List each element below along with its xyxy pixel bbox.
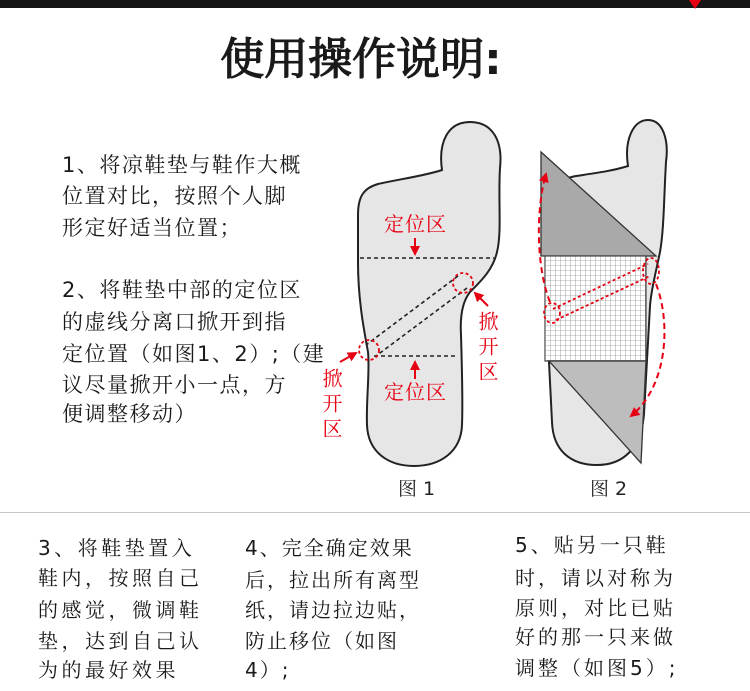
page-title: 使用操作说明:	[220, 34, 502, 85]
step-3-line: 3、将鞋垫置入	[38, 536, 196, 560]
figure-1-caption: 图 1	[398, 478, 436, 500]
insole-outline	[358, 122, 500, 466]
intro-step-2-line: 议尽量掀开小一点，方	[62, 373, 287, 397]
mesh-area	[545, 256, 646, 361]
figure-1-positioning-label-bottom: 定位区	[384, 380, 447, 404]
red-marker-triangle	[689, 0, 701, 9]
step-4-line: 后，拉出所有离型	[245, 568, 421, 592]
step-5-line: 5、贴另一只鞋	[515, 533, 669, 557]
figure-1-positioning-label-top: 定位区	[384, 212, 447, 236]
figure-1-lift-label-right: 掀开区	[475, 311, 499, 386]
intro-step-1-line: 1、将凉鞋垫与鞋作大概	[62, 153, 302, 177]
step-3-line: 为的最好效果	[38, 658, 179, 682]
arrow-right-lift-icon	[475, 293, 488, 306]
intro-step-2-line: 的虚线分离口掀开到指	[62, 310, 287, 334]
step-3-line: 的感觉，微调鞋	[38, 598, 203, 622]
step-5-line: 调整（如图5）;	[515, 656, 679, 680]
intro-step-2-line: 便调整移动）	[62, 402, 197, 426]
step-4-line: 纸，请边拉边贴，	[245, 598, 421, 622]
section-divider	[0, 512, 750, 513]
arrow-left-lift-icon	[340, 353, 356, 362]
step-5-line: 好的那一只来做	[515, 625, 676, 649]
figure-1-lift-label-left: 掀开区	[319, 368, 343, 443]
figure-2-diagram	[525, 110, 690, 480]
step-4-line: 防止移位（如图	[245, 629, 399, 653]
step-3-line: 鞋内，按照自己	[38, 566, 203, 590]
step-4-line: 4）;	[245, 658, 291, 682]
step-3-line: 垫，达到自己认	[38, 629, 203, 653]
step-5-line: 原则，对比已贴	[515, 596, 676, 620]
figure-2-caption: 图 2	[590, 478, 628, 500]
top-corner-marker	[686, 0, 704, 10]
intro-step-1-line: 位置对比，按照个人脚	[62, 184, 287, 208]
intro-step-2-line: 2、将鞋垫中部的定位区	[62, 278, 302, 302]
intro-step-1-line: 形定好适当位置；	[62, 216, 242, 240]
intro-step-2-line: 定位置（如图1、2）;（建	[62, 342, 326, 366]
step-5-line: 时，请以对称为	[515, 566, 676, 590]
step-4-line: 4、完全确定效果	[245, 536, 414, 560]
top-bar	[0, 0, 750, 8]
